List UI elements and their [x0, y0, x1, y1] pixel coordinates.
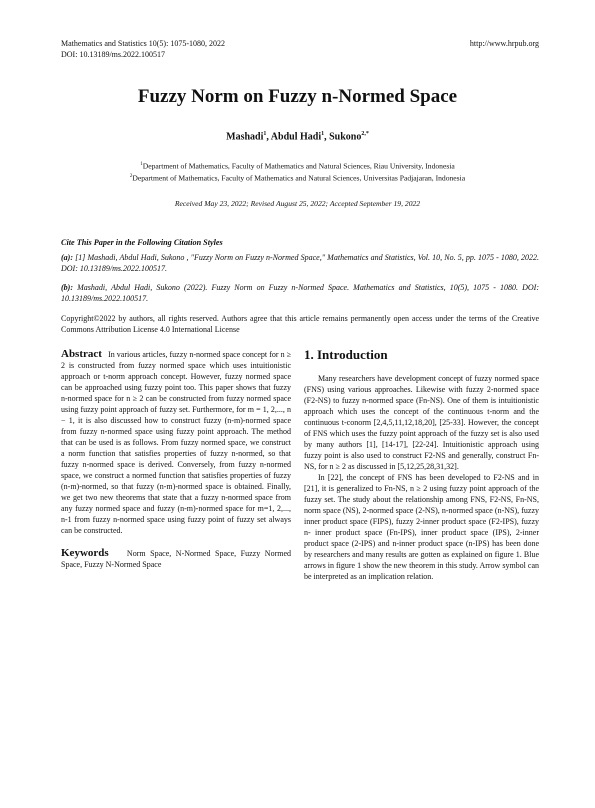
introduction-heading: 1. Introduction	[304, 347, 388, 362]
journal-url[interactable]: http://www.hrpub.org	[469, 39, 539, 48]
citation-heading: Cite This Paper in the Following Citation Styles	[61, 238, 223, 247]
citation-b-label: (b):	[61, 283, 73, 292]
affiliation-1-text: Department of Mathematics, Faculty of Mathematics and Natural Sciences, Riau University, Indonesia	[142, 161, 455, 171]
affiliation-2	[0, 172, 595, 184]
affiliations	[0, 160, 595, 183]
keywords-heading: Keywords	[61, 547, 109, 559]
abstract-heading: Abstract	[61, 348, 102, 360]
citation-a-text: [1] Mashadi, Abdul Hadi, Sukono , "Fuzzy Norm on Fuzzy n-Normed Space," Mathematics and Statistics, Vol. 10, No. 5, pp. 1075 - 1080, 2022. DOI: 10.13189/ms.2022.100517.	[61, 253, 539, 273]
intro-paragraph-2: In [22], the concept of FNS has been developed to F2-NS and in [21], it is generalized to Fn-NS, n ≥ 2 using fuzzy point approach of the fuzzy set. The study about the relationship among FNS, F2-NS, Fn-NS, norm space (NS), 2-normed space (2-NS), n-normed space (n-NS), fuzzy inner product space (FIPS), fuzzy 2-inner product space (F2-IPS), fuzzy n- inner product space (Fn-IPS), inner product space (IPS), 2-inner product space (2-IPS) and n-inner product space (n-IPS) has been done by researchers and many results are gotten as explained on figure 1. Blue arrows in figure 1 show the new theorem in this study. Arrow symbol can be interpreted as an implication relation.	[304, 473, 539, 581]
affiliation-1	[0, 160, 595, 172]
citation-style-b	[61, 282, 539, 304]
affiliation-1-num: 1	[140, 162, 143, 167]
keywords	[61, 548, 291, 570]
doi: DOI: 10.13189/ms.2022.100517	[61, 50, 165, 59]
author-3: , Sukono	[324, 131, 362, 143]
abstract-text: In various articles, fuzzy n-normed space concept for n ≥ 2 is constructed from fuzzy normed space which uses intuitionistic approach or t-norm approach concept. However, fuzzy normed space can be approached using fuzzy point too. This paper shows that fuzzy n-normed space for n ≥ 2 can be constructed from fuzzy normed space using fuzzy point approach of fuzzy set. Furthermore, for m = 1, 2,..., n − 1, it is also discussed how to construct fuzzy (n-m)-normed space from fuzzy n-normed space using fuzzy point approach. The method that can be used is as follows. From fuzzy normed space, we construct a norm function that satisfies properties of fuzzy n-normed, so that fuzzy n-normed space is derived. Conversely, from fuzzy n-normed space, we construct a normed function that satisfies properties of fuzzy (n-m)-normed, so that fuzzy (n-m)-normed space is obtained. Finally, we get two new theorems that state that a fuzzy n-normed space from any fuzzy normed space and fuzzy (n-m)-normed space for m=1, 2,..., n-1 from fuzzy n-normed space using fuzzy point of fuzzy set always can be constructed.	[61, 350, 292, 535]
citation-style-a	[61, 252, 539, 274]
intro-paragraph-1: Many researchers have development concept of fuzzy normed space (FNS) using various approaches. Likewise with fuzzy 2-normed space (F2-NS) to fuzzy n-normed space (Fn-NS). One of them is intuitionistic approach which uses the concept of the continuous t-norm and the continuous t-conorm [2,4,5,11,12,18,20], [25-33]. However, the concept of FNS which uses the fuzzy point approach of the fuzzy set is also used by many authors [1], [14-17], [22-24]. Intuitionistic approach using fuzzy point is also used to construct F2-NS and generally, construct Fn-NS, for n ≥ 2 as discussed in [5,12,25,28,31,32].	[304, 374, 539, 471]
affiliation-2-text: Department of Mathematics, Faculty of Mathematics and Natural Sciences, Universitas Padjajaran, Indonesia	[132, 173, 466, 183]
author-2: , Abdul Hadi	[266, 131, 322, 143]
abstract	[61, 349, 291, 536]
author-2-affil: 1	[321, 131, 325, 137]
author-1-affil: 1	[263, 131, 267, 137]
author-1: Mashadi	[226, 131, 264, 143]
paper-title: Fuzzy Norm on Fuzzy n-Normed Space	[137, 86, 458, 107]
affiliation-2-num: 2	[129, 173, 133, 179]
left-column	[61, 349, 291, 570]
author-list	[0, 131, 595, 142]
author-3-affil: 2,*	[361, 131, 369, 137]
keywords-text: Norm Space, N-Normed Space, Fuzzy Normed Space, Fuzzy N-Normed Space	[61, 549, 292, 569]
copyright-notice: Copyright©2022 by authors, all rights reserved. Authors agree that this article remains permanently open access under the terms of the Creative Commons Attribution License 4.0 International License	[61, 314, 539, 334]
received-dates: Received May 23, 2022; Revised August 25, 2022; Accepted September 19, 2022	[174, 199, 421, 208]
citation-a-label: (a):	[61, 253, 73, 262]
journal-citation: Mathematics and Statistics 10(5): 1075-1080, 2022	[61, 39, 225, 48]
citation-b-text: Mashadi, Abdul Hadi, Sukono (2022). Fuzzy Norm on Fuzzy n-Normed Space. Mathematics and Statistics, 10(5), 1075 - 1080. DOI: 10.13189/ms.2022.100517.	[61, 283, 539, 303]
right-column	[304, 349, 539, 582]
